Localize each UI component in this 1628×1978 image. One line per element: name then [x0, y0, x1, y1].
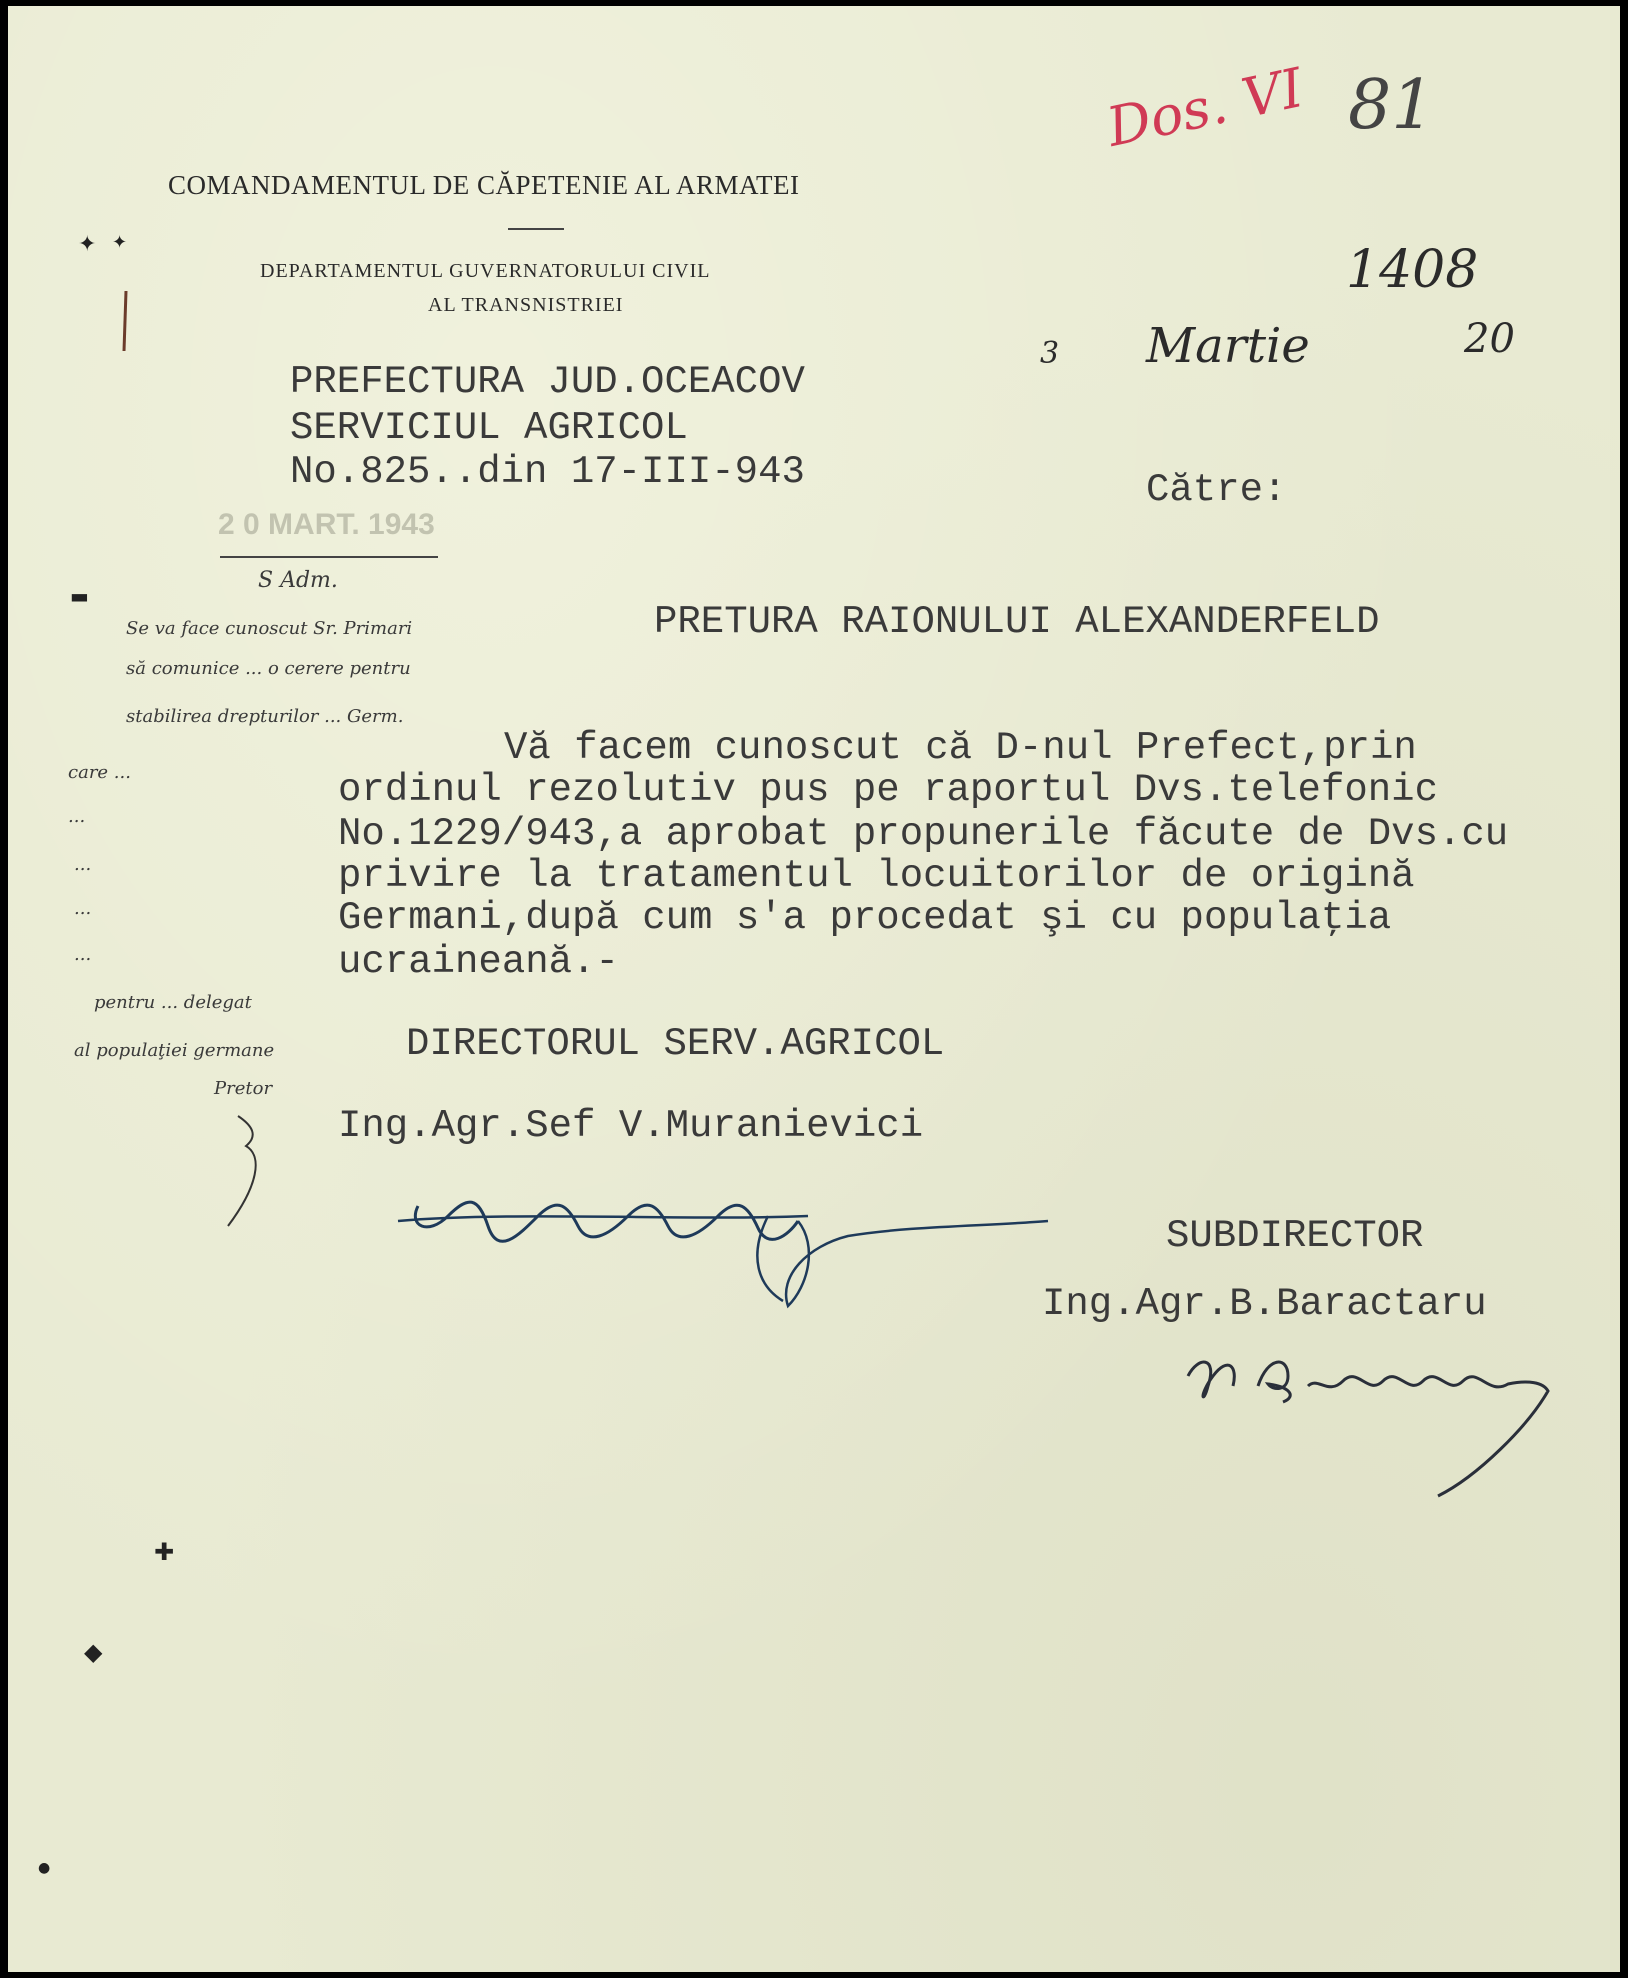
reference-number: No.825..din 17-III-943 [290, 450, 805, 494]
letterhead-divider [508, 228, 564, 230]
body-line: No.1229/943,a aprobat propunerile făcute de Dvs.cu [338, 812, 1509, 856]
letterhead-department-line1: DEPARTAMENTUL GUVERNATORULUI CIVIL [260, 260, 711, 282]
margin-note: stabilirea drepturilor ... Germ. [126, 706, 404, 727]
handwritten-date-year: 20 [1464, 316, 1515, 362]
body-line: Germani,după cum s'a procedat şi cu populaţia [338, 896, 1392, 940]
margin-note: ... [74, 944, 92, 965]
margin-note: Se va face cunoscut Sr. Primari [126, 618, 413, 639]
handwritten-page-number: 81 [1348, 66, 1435, 145]
addressee-recipient: PRETURA RAIONULUI ALEXANDERFELD [654, 600, 1380, 644]
margin-initial-stroke [218, 1106, 278, 1236]
body-line: ordinul rezolutiv pus pe raportul Dvs.telefonic [338, 768, 1438, 812]
subdirector-signature [1178, 1336, 1568, 1506]
margin-note: pentru ... delegat [94, 992, 252, 1013]
pin-mark: ✚ [154, 1538, 175, 1566]
pin-mark: ✦ [78, 232, 97, 257]
margin-note: ... [74, 854, 92, 875]
margin-tick-stroke [116, 286, 136, 356]
subdirector-title: SUBDIRECTOR [1166, 1214, 1424, 1258]
handwritten-date-month: Martie [1146, 318, 1310, 374]
director-name: Ing.Agr.Sef V.Muranievici [338, 1104, 924, 1148]
received-stamp: 2 0 MART. 1943 [218, 508, 435, 541]
handwritten-date-day: 3 [1040, 336, 1060, 371]
pin-mark: ▬ [70, 584, 89, 608]
body-line: privire la tratamentul locuitorilor de origină [338, 854, 1415, 898]
prefecture-line2: SERVICIUL AGRICOL [290, 406, 688, 450]
letterhead-command: COMANDAMENTUL DE CĂPETENIE AL ARMATEI [168, 170, 800, 200]
margin-note: al populaţiei germane [74, 1040, 275, 1061]
margin-note: ... [74, 898, 92, 919]
pin-mark: ● [38, 1860, 51, 1876]
pin-mark: ◆ [84, 1638, 103, 1666]
body-line: Vă facem cunoscut că D-nul Prefect,prin [504, 726, 1417, 770]
margin-note: ... [68, 806, 86, 827]
pin-mark: ✦ [112, 232, 128, 253]
margin-note: Pretor [214, 1078, 273, 1099]
prefecture-line1: PREFECTURA JUD.OCEACOV [290, 360, 805, 404]
margin-note: care ... [68, 762, 131, 783]
handwritten-registry-number: 1408 [1346, 240, 1479, 300]
stamp-underline [220, 556, 438, 558]
margin-note: S Adm. [258, 568, 338, 593]
handwritten-file-reference: Dos. VI [1101, 56, 1309, 159]
margin-note: să comunice ... o cerere pentru [126, 658, 411, 679]
director-signature [388, 1166, 1068, 1316]
director-title: DIRECTORUL SERV.AGRICOL [406, 1022, 945, 1066]
addressee-label: Către: [1146, 468, 1287, 512]
document-page [8, 6, 1620, 1972]
subdirector-name: Ing.Agr.B.Baractaru [1042, 1282, 1487, 1326]
body-line: ucraineană.- [338, 940, 619, 984]
letterhead-department-line2: AL TRANSNISTRIEI [428, 294, 624, 316]
